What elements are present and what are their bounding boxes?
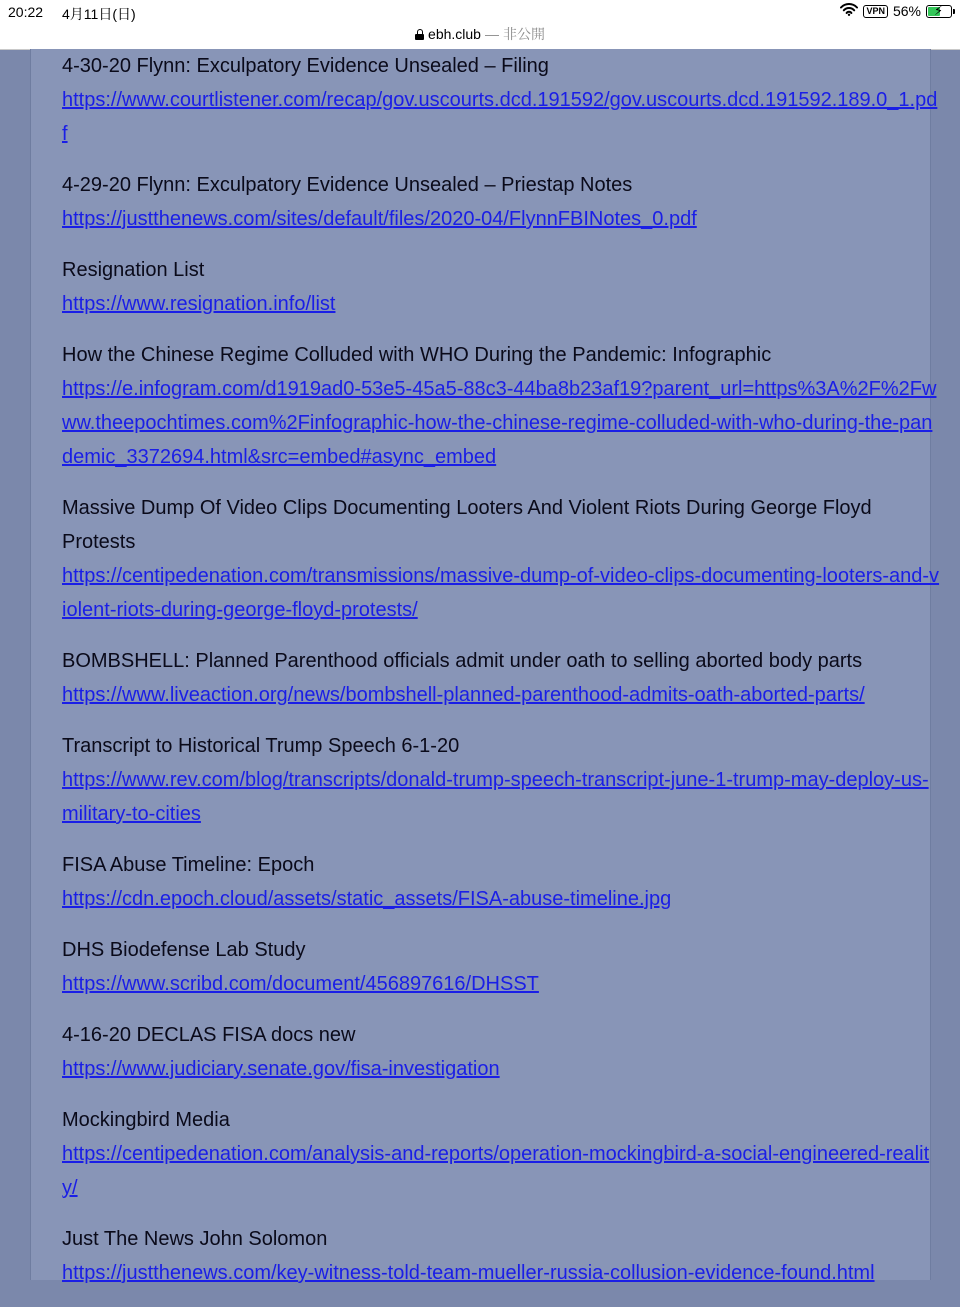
entry-link[interactable]: https://www.scribd.com/document/456897616/DHSST (62, 973, 539, 995)
entry-title: DHS Biodefense Lab Study (62, 939, 306, 961)
link-entry (62, 491, 942, 627)
status-time: 20:22 (8, 4, 44, 20)
link-entry (62, 1103, 942, 1205)
entry-title: FISA Abuse Timeline: Epoch (62, 854, 315, 876)
entry-link[interactable]: https://centipedenation.com/transmissions/massive-dump-of-video-clips-documenting-looters-and-violent-riots-during-george-floyd-protests/ (62, 565, 940, 621)
entry-link[interactable]: https://justthenews.com/sites/default/files/2020-04/FlynnFBINotes_0.pdf (62, 208, 697, 230)
entry-link[interactable]: https://e.infogram.com/d1919ad0-53e5-45a5-88c3-44ba8b23af19?parent_url=https%3A%2F%2Fwww.theepochtimes.com%2Finfographic-how-the-chinese-regime-colluded-with-who-during-the-pandemic_3372694.html&src=embed#async_embed (62, 378, 937, 468)
charging-icon: ⚡ (934, 2, 944, 18)
entry-link[interactable]: https://www.liveaction.org/news/bombshell-planned-parenthood-admits-oath-aborted-parts/ (62, 684, 865, 706)
link-list (62, 49, 942, 1307)
vpn-badge: VPN (863, 5, 888, 18)
link-entry (62, 848, 942, 916)
entry-link[interactable]: https://centipedenation.com/analysis-and-reports/operation-mockingbird-a-social-engineered-reality/ (62, 1143, 930, 1199)
entry-title: Mockingbird Media (62, 1109, 230, 1131)
lock-icon (415, 29, 424, 40)
entry-title: Transcript to Historical Trump Speech 6-1-20 (62, 735, 460, 757)
entry-link[interactable]: https://justthenews.com/key-witness-told-team-mueller-russia-collusion-evidence-found.html (62, 1262, 875, 1284)
status-indicators (840, 3, 952, 19)
link-entry (62, 933, 942, 1001)
link-entry (62, 168, 942, 236)
battery-percent: 56% (892, 3, 921, 19)
entry-link[interactable]: https://www.resignation.info/list (62, 293, 336, 315)
link-entry (62, 644, 942, 712)
wifi-icon (840, 3, 858, 19)
entry-link[interactable]: https://cdn.epoch.cloud/assets/static_assets/FISA-abuse-timeline.jpg (62, 888, 672, 910)
entry-title: BOMBSHELL: Planned Parenthood officials admit under oath to selling aborted body parts (62, 650, 863, 672)
status-date: 4月11日(日) (62, 6, 136, 22)
page-content (30, 49, 940, 1284)
privacy-label: 非公開 (502, 26, 545, 42)
entry-link[interactable]: https://www.courtlistener.com/recap/gov.uscourts.dcd.191592/gov.uscourts.dcd.191592.189.0_1.pdf (62, 89, 938, 145)
entry-link[interactable]: https://www.judiciary.senate.gov/fisa-investigation (62, 1058, 500, 1080)
entry-title: 4-30-20 Flynn: Exculpatory Evidence Unsealed – Filing (62, 55, 549, 77)
address-separator: — (484, 26, 499, 42)
entry-title: Massive Dump Of Video Clips Documenting Looters And Violent Riots During George Floyd Protests (62, 497, 872, 553)
address-domain[interactable]: ebh.club (428, 26, 481, 42)
entry-title: Just The News John Solomon (62, 1228, 328, 1250)
link-entry (62, 338, 942, 474)
entry-link[interactable]: https://www.rev.com/blog/transcripts/donald-trump-speech-transcript-june-1-trump-may-deploy-us-military-to-cities (62, 769, 929, 825)
link-entry (62, 729, 942, 831)
link-entry (62, 49, 942, 151)
battery-cap (953, 9, 955, 14)
link-entry (62, 1018, 942, 1086)
entry-title: How the Chinese Regime Colluded with WHO During the Pandemic: Infographic (62, 344, 772, 366)
address-bar[interactable] (0, 25, 960, 50)
entry-title: 4-16-20 DECLAS FISA docs new (62, 1024, 356, 1046)
battery-icon (926, 2, 952, 18)
entry-title: Resignation List (62, 259, 205, 281)
link-entry (62, 253, 942, 321)
entry-title: 4-29-20 Flynn: Exculpatory Evidence Unsealed – Priestap Notes (62, 174, 633, 196)
status-bar (0, 0, 960, 25)
